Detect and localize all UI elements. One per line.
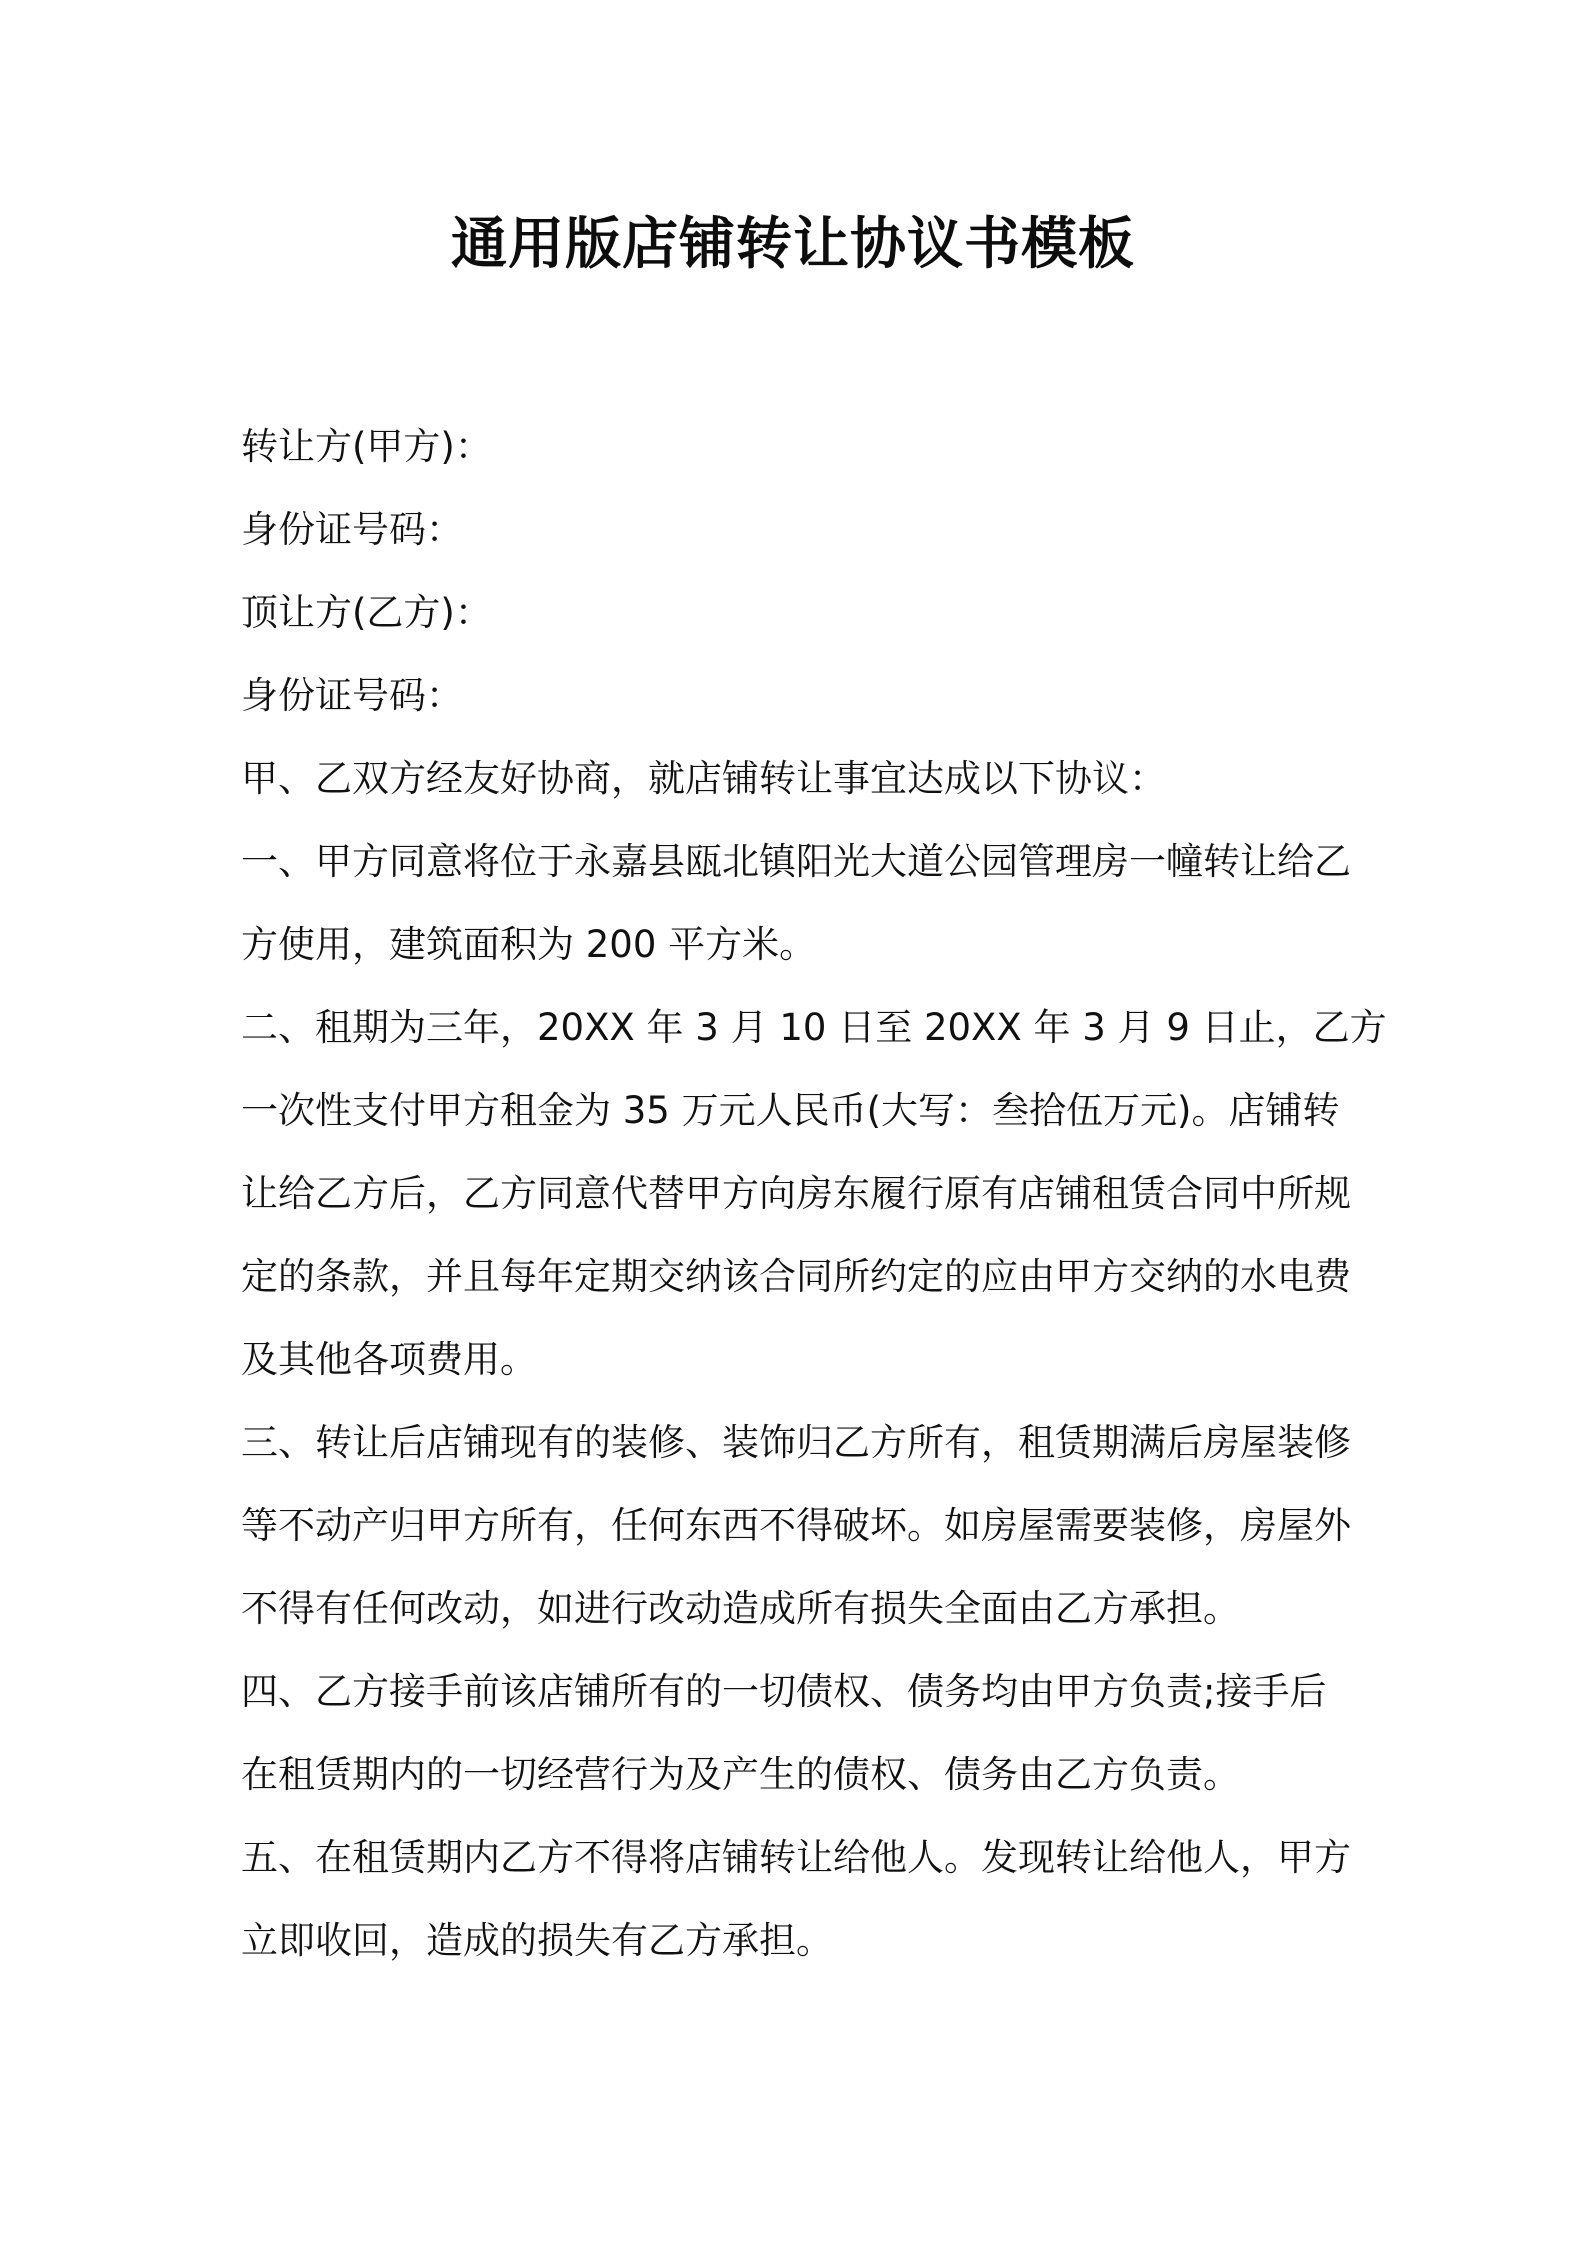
clause-4-line: 四、乙方接手前该店铺所有的一切债权、债务均由甲方负责;接手后: [241, 1670, 1327, 1713]
clause-2-line: 一次性支付甲方租金为 35 万元人民币(大写：叁拾伍万元)。店铺转: [241, 1089, 1340, 1132]
clause-3-line: 三、转让后店铺现有的装修、装饰归乙方所有，租赁期满后房屋装修: [241, 1421, 1351, 1464]
party-a-line: 转让方(甲方)：: [241, 425, 492, 468]
clause-5-line: 立即收回，造成的损失有乙方承担。: [241, 1919, 833, 1962]
party-b-id-line: 身份证号码：: [241, 674, 463, 717]
clause-2-line: 二、租期为三年，20XX 年 3 月 10 日至 20XX 年 3 月 9 日止，乙方: [241, 1006, 1387, 1049]
document-body: [241, 405, 1387, 1982]
clause-3-line: 不得有任何改动，如进行改动造成所有损失全面由乙方承担。: [241, 1587, 1240, 1630]
clause-3-line: 等不动产归甲方所有，任何东西不得破坏。如房屋需要装修，房屋外: [241, 1504, 1351, 1547]
clause-1-line: 一、甲方同意将位于永嘉县瓯北镇阳光大道公园管理房一幢转让给乙: [241, 840, 1351, 883]
clause-2-line: 让给乙方后，乙方同意代替甲方向房东履行原有店铺租赁合同中所规: [241, 1172, 1351, 1215]
document-title: 通用版店铺转让协议书模板: [451, 212, 1135, 277]
agreement-intro: 甲、乙双方经友好协商，就店铺转让事宜达成以下协议：: [241, 757, 1166, 800]
party-a-id-line: 身份证号码：: [241, 508, 463, 551]
clause-2-line: 定的条款，并且每年定期交纳该合同所约定的应由甲方交纳的水电费: [241, 1255, 1351, 1298]
clause-4-line: 在租赁期内的一切经营行为及产生的债权、债务由乙方负责。: [241, 1753, 1240, 1796]
clause-5-line: 五、在租赁期内乙方不得将店铺转让给他人。发现转让给他人，甲方: [241, 1836, 1351, 1879]
clause-2-line: 及其他各项费用。: [241, 1338, 537, 1381]
party-b-line: 顶让方(乙方)：: [241, 591, 492, 634]
clause-1-line: 方使用，建筑面积为 200 平方米。: [241, 923, 817, 966]
